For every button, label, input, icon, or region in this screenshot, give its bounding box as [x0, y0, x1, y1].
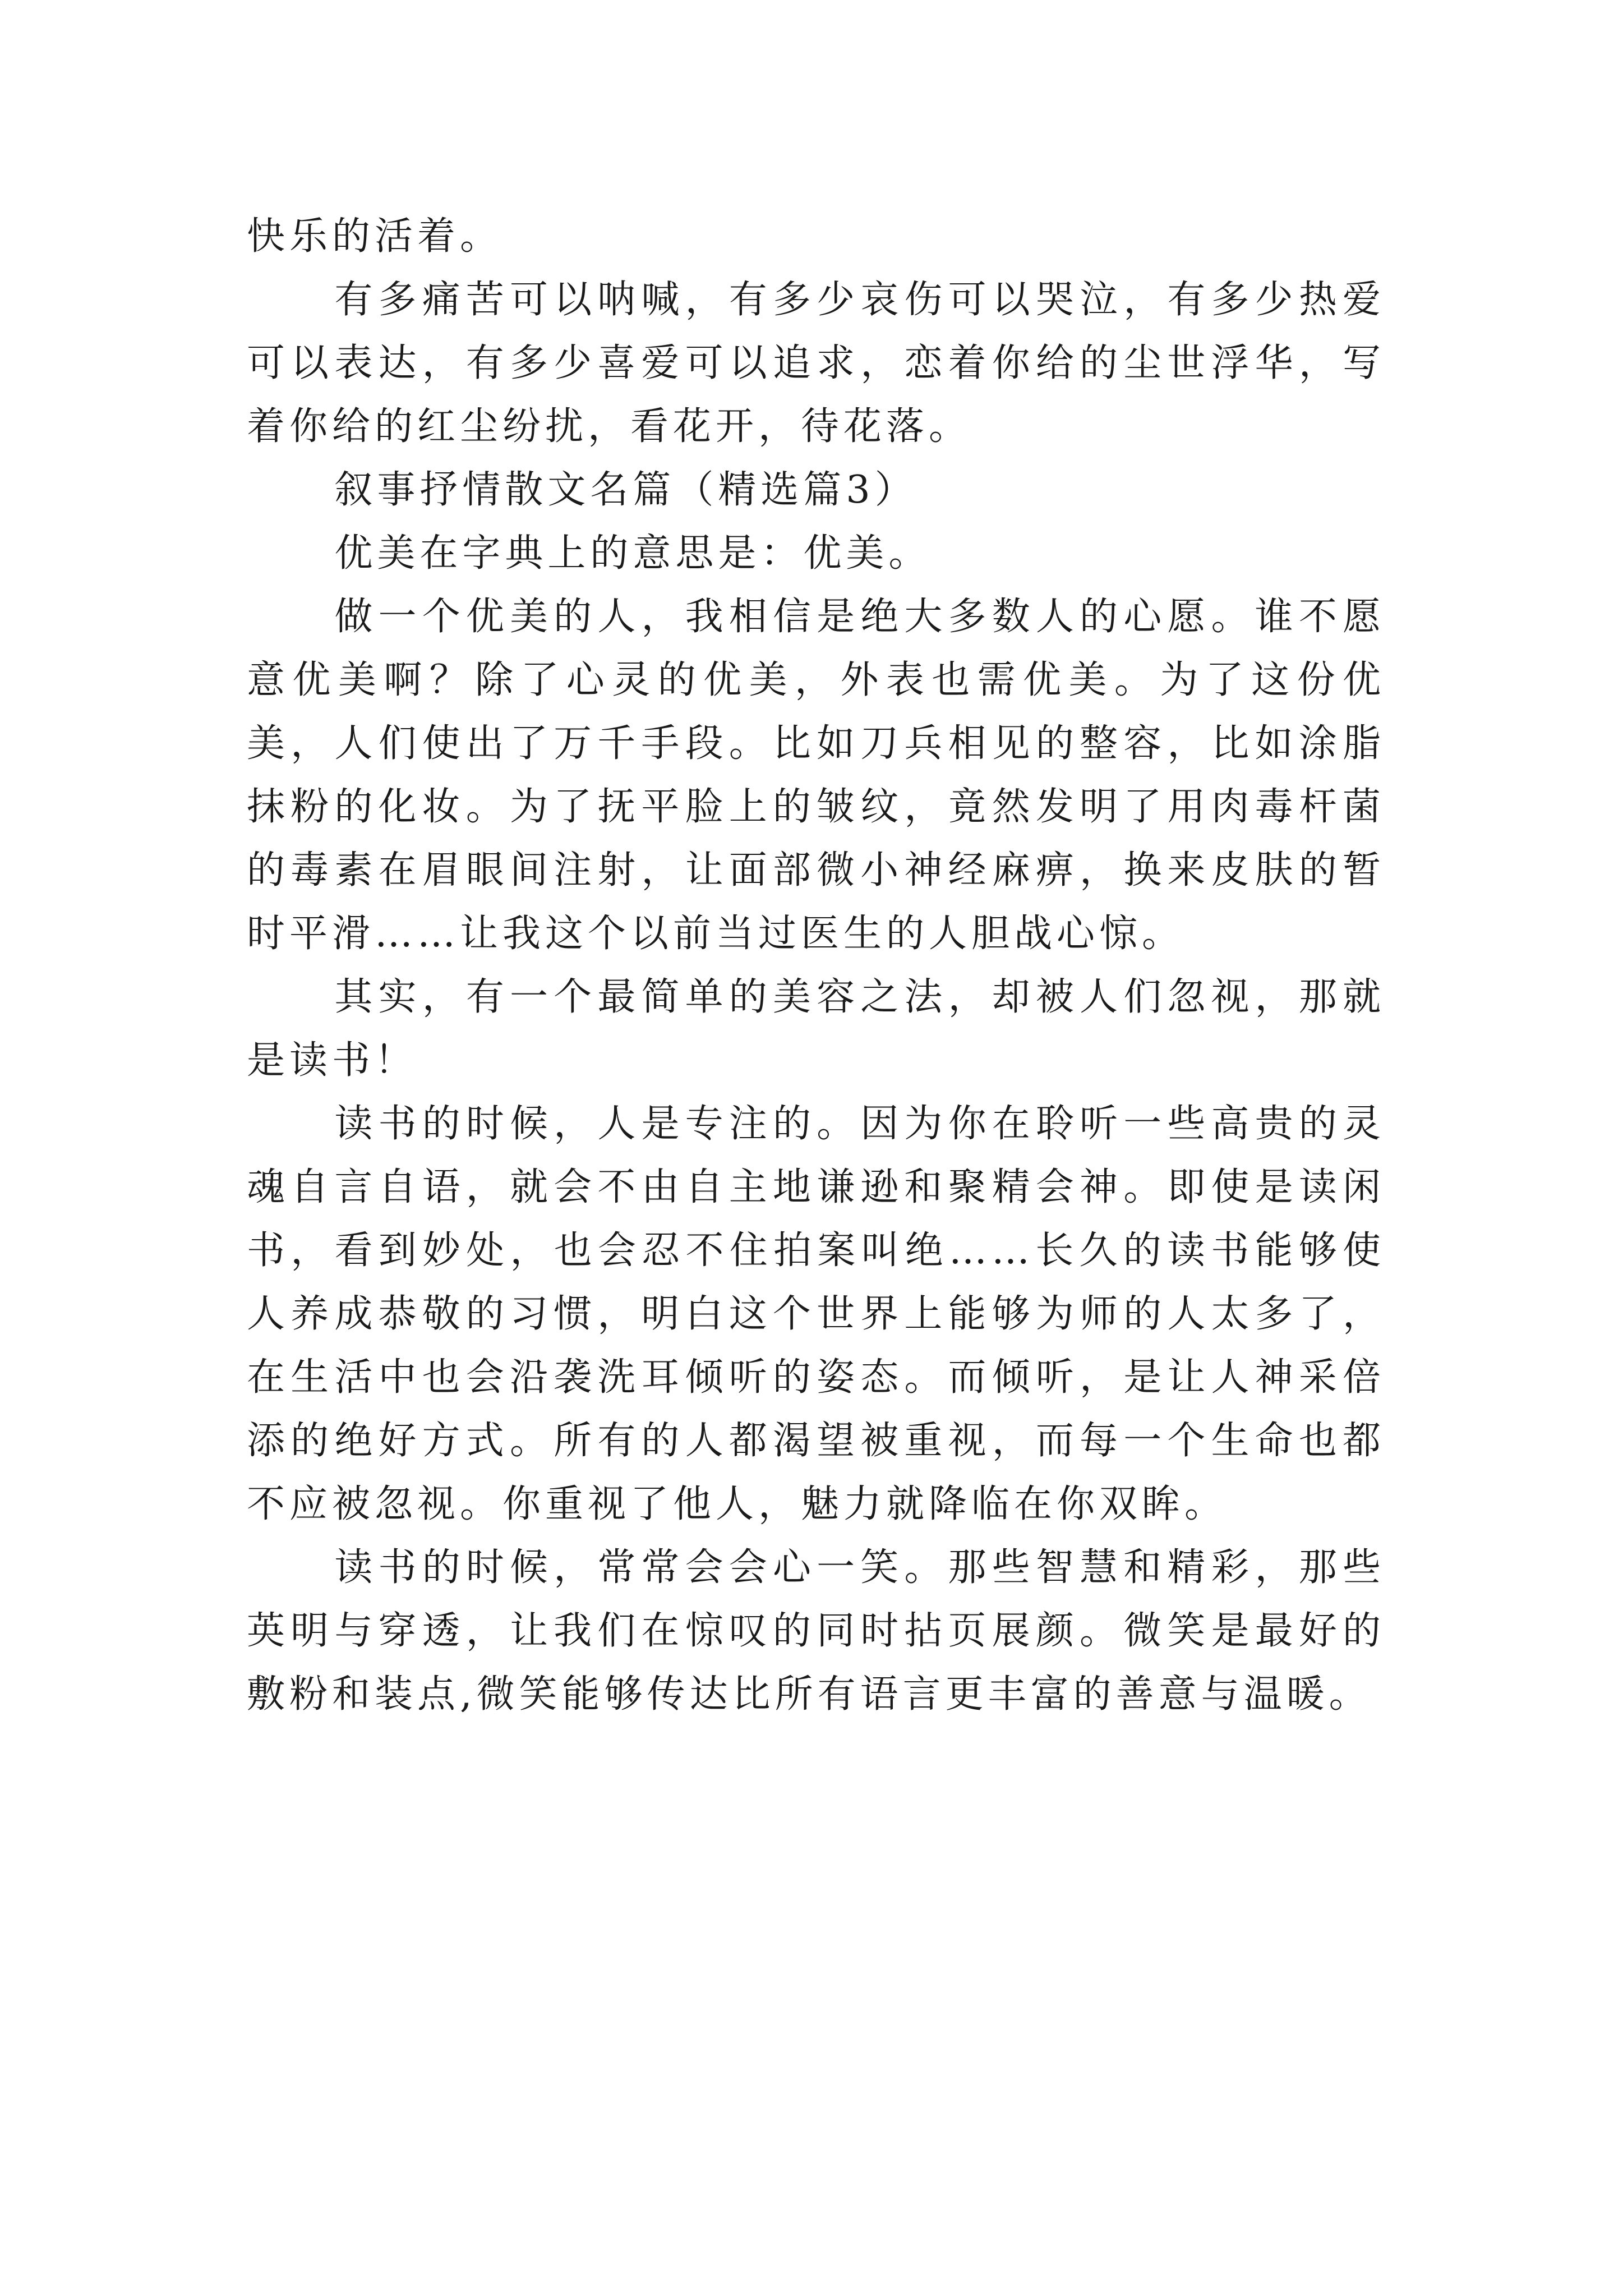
- paragraph-8: 读书的时候，常常会会心一笑。那些智慧和精彩，那些英明与穿透，让我们在惊叹的同时拈页展颜。微笑是最好的敷粉和装点,微笑能够传达比所有语言更丰富的善意与温暖。: [247, 1545, 1385, 1717]
- paragraph-1: 快乐的活着。: [247, 214, 503, 259]
- paragraph-5: 做一个优美的人，我相信是绝大多数人的心愿。谁不愿意优美啊？除了心灵的优美，外表也需优美。为了这份优美，人们使出了万千手段。比如刀兵相见的整容，比如涂脂抹粉的化妆。为了抚平脸上的皱纹，竟然发明了用肉毒杆菌的毒素在眉眼间注射，让面部微小神经麻痹，换来皮肤的暂时平滑……让我这个以前当过医生的人胆战心惊。: [247, 595, 1385, 956]
- section-heading: 叙事抒情散文名篇（精选篇3）: [334, 468, 917, 512]
- body-text: [247, 205, 1385, 1726]
- paragraph-2: 有多痛苦可以呐喊，有多少哀伤可以哭泣，有多少热爱可以表达，有多少喜爱可以追求，恋着你给的尘世浮华，写着你给的红尘纷扰，看花开，待花落。: [247, 278, 1385, 449]
- paragraph-6: 其实，有一个最简单的美容之法，却被人们忽视，那就是读书！: [247, 975, 1385, 1083]
- paragraph-7: 读书的时候，人是专注的。因为你在聆听一些高贵的灵魂自言自语，就会不由自主地谦逊和聚精会神。即使是读闲书，看到妙处，也会忍不住拍案叫绝……长久的读书能够使人养成恭敬的习惯，明白这个世界上能够为师的人太多了，在生活中也会沿袭洗耳倾听的姿态。而倾听，是让人神采倍添的绝好方式。所有的人都渴望被重视，而每一个生命也都不应被忽视。你重视了他人，魅力就降临在你双眸。: [247, 1102, 1385, 1526]
- paragraph-4: 优美在字典上的意思是：优美。: [334, 531, 932, 576]
